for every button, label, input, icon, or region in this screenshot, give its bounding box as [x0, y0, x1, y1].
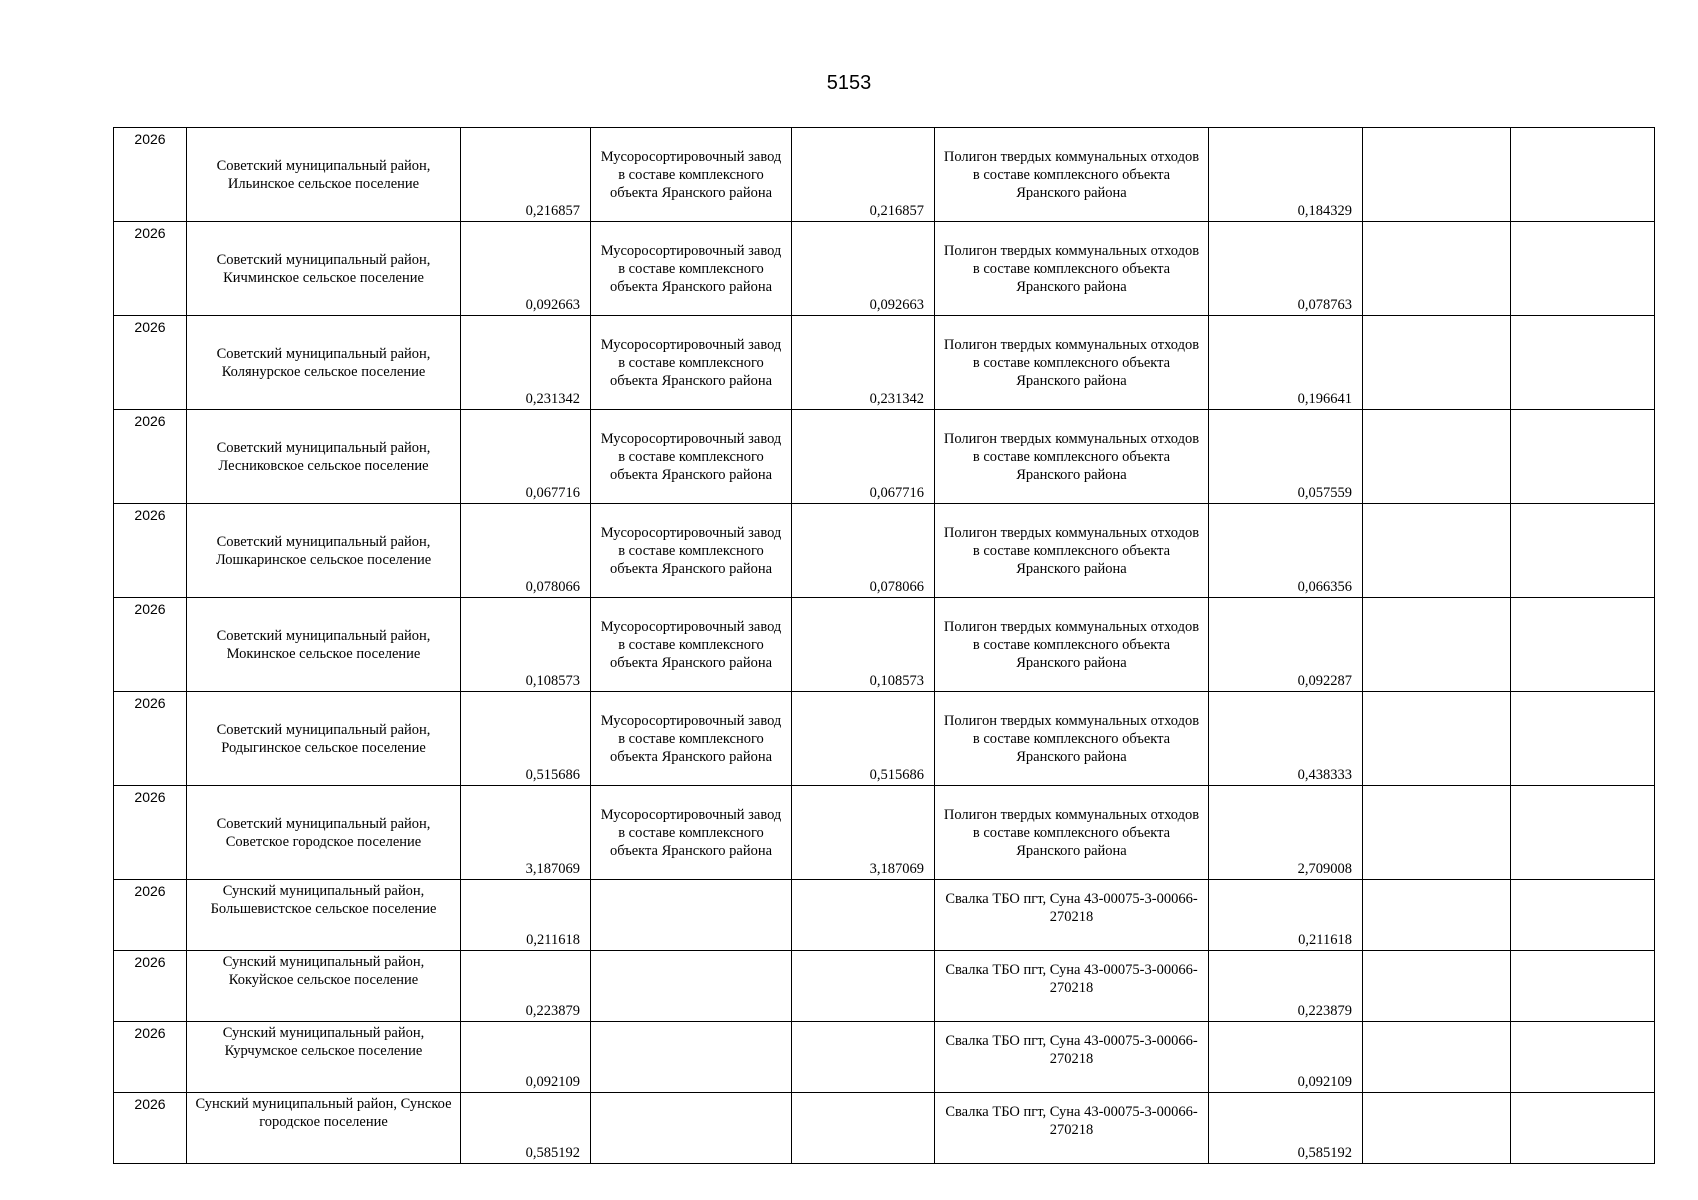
volume-source-cell: 0,092663 — [461, 222, 591, 316]
empty-cell — [1511, 128, 1655, 222]
municipality-cell: Советский муниципальный район, Лесниковское сельское поселение — [187, 410, 461, 504]
volume-processing-cell: 0,515686 — [792, 692, 935, 786]
municipality-cell: Сунский муниципальный район, Курчумское сельское поселение — [187, 1022, 461, 1093]
volume-processing-cell: 0,216857 — [792, 128, 935, 222]
disposal-facility-cell: Полигон твердых коммунальных отходов в составе комплексного объекта Яранского района — [935, 222, 1209, 316]
empty-cell — [1511, 316, 1655, 410]
year-cell: 2026 — [114, 1093, 187, 1164]
empty-cell — [1363, 222, 1511, 316]
empty-cell — [1363, 1022, 1511, 1093]
processing-facility-cell: Мусоросортировочный завод в составе комплексного объекта Яранского района — [591, 128, 792, 222]
page-number: 5153 — [826, 72, 872, 94]
table-row — [114, 880, 1655, 951]
processing-facility-cell — [591, 951, 792, 1022]
table-row — [114, 598, 1655, 692]
empty-cell — [1511, 598, 1655, 692]
disposal-facility-cell: Полигон твердых коммунальных отходов в составе комплексного объекта Яранского района — [935, 316, 1209, 410]
empty-cell — [1511, 786, 1655, 880]
year-cell: 2026 — [114, 951, 187, 1022]
disposal-facility-cell: Свалка ТБО пгт, Суна 43-00075-3-00066-270218 — [935, 951, 1209, 1022]
table-row — [114, 504, 1655, 598]
disposal-facility-cell: Свалка ТБО пгт, Суна 43-00075-3-00066-270218 — [935, 880, 1209, 951]
volume-processing-cell: 3,187069 — [792, 786, 935, 880]
disposal-facility-cell: Полигон твердых коммунальных отходов в составе комплексного объекта Яранского района — [935, 410, 1209, 504]
table-row — [114, 316, 1655, 410]
volume-disposal-cell: 0,211618 — [1209, 880, 1363, 951]
volume-disposal-cell: 0,585192 — [1209, 1093, 1363, 1164]
municipality-cell: Сунский муниципальный район, Кокуйское сельское поселение — [187, 951, 461, 1022]
table-row — [114, 692, 1655, 786]
volume-source-cell: 0,067716 — [461, 410, 591, 504]
volume-disposal-cell: 0,196641 — [1209, 316, 1363, 410]
volume-source-cell: 0,078066 — [461, 504, 591, 598]
processing-facility-cell — [591, 1093, 792, 1164]
municipality-cell: Советский муниципальный район, Ильинское сельское поселение — [187, 128, 461, 222]
year-cell: 2026 — [114, 786, 187, 880]
volume-source-cell: 0,223879 — [461, 951, 591, 1022]
disposal-facility-cell: Свалка ТБО пгт, Суна 43-00075-3-00066-270218 — [935, 1022, 1209, 1093]
year-cell: 2026 — [114, 410, 187, 504]
table-row — [114, 128, 1655, 222]
waste-flow-table — [113, 127, 1655, 1164]
municipality-cell: Советский муниципальный район, Кичминское сельское поселение — [187, 222, 461, 316]
disposal-facility-cell: Полигон твердых коммунальных отходов в составе комплексного объекта Яранского района — [935, 504, 1209, 598]
empty-cell — [1363, 1093, 1511, 1164]
volume-disposal-cell: 0,078763 — [1209, 222, 1363, 316]
empty-cell — [1363, 128, 1511, 222]
volume-disposal-cell: 0,438333 — [1209, 692, 1363, 786]
year-cell: 2026 — [114, 880, 187, 951]
disposal-facility-cell: Полигон твердых коммунальных отходов в составе комплексного объекта Яранского района — [935, 786, 1209, 880]
empty-cell — [1363, 504, 1511, 598]
volume-source-cell: 0,211618 — [461, 880, 591, 951]
volume-processing-cell: 0,078066 — [792, 504, 935, 598]
volume-source-cell: 0,231342 — [461, 316, 591, 410]
volume-processing-cell — [792, 1022, 935, 1093]
processing-facility-cell: Мусоросортировочный завод в составе комплексного объекта Яранского района — [591, 316, 792, 410]
empty-cell — [1511, 410, 1655, 504]
municipality-cell: Сунский муниципальный район, Сунское городское поселение — [187, 1093, 461, 1164]
volume-processing-cell: 0,231342 — [792, 316, 935, 410]
empty-cell — [1363, 880, 1511, 951]
empty-cell — [1511, 222, 1655, 316]
municipality-cell: Советский муниципальный район, Колянурское сельское поселение — [187, 316, 461, 410]
disposal-facility-cell: Свалка ТБО пгт, Суна 43-00075-3-00066-270218 — [935, 1093, 1209, 1164]
municipality-cell: Сунский муниципальный район, Большевистское сельское поселение — [187, 880, 461, 951]
table-row — [114, 786, 1655, 880]
empty-cell — [1511, 504, 1655, 598]
volume-processing-cell: 0,067716 — [792, 410, 935, 504]
municipality-cell: Советский муниципальный район, Советское городское поселение — [187, 786, 461, 880]
table-body — [114, 128, 1655, 1164]
volume-disposal-cell: 2,709008 — [1209, 786, 1363, 880]
empty-cell — [1363, 316, 1511, 410]
table-row — [114, 222, 1655, 316]
volume-source-cell: 0,585192 — [461, 1093, 591, 1164]
disposal-facility-cell: Полигон твердых коммунальных отходов в составе комплексного объекта Яранского района — [935, 128, 1209, 222]
empty-cell — [1363, 786, 1511, 880]
table-row — [114, 410, 1655, 504]
municipality-cell: Советский муниципальный район, Родыгинское сельское поселение — [187, 692, 461, 786]
volume-processing-cell: 0,092663 — [792, 222, 935, 316]
volume-disposal-cell: 0,092109 — [1209, 1022, 1363, 1093]
table-row — [114, 951, 1655, 1022]
processing-facility-cell — [591, 1022, 792, 1093]
volume-processing-cell — [792, 951, 935, 1022]
empty-cell — [1511, 1022, 1655, 1093]
empty-cell — [1363, 951, 1511, 1022]
volume-processing-cell: 0,108573 — [792, 598, 935, 692]
year-cell: 2026 — [114, 316, 187, 410]
processing-facility-cell: Мусоросортировочный завод в составе комплексного объекта Яранского района — [591, 598, 792, 692]
empty-cell — [1511, 880, 1655, 951]
volume-source-cell: 0,515686 — [461, 692, 591, 786]
empty-cell — [1363, 692, 1511, 786]
processing-facility-cell — [591, 880, 792, 951]
processing-facility-cell: Мусоросортировочный завод в составе комплексного объекта Яранского района — [591, 786, 792, 880]
processing-facility-cell: Мусоросортировочный завод в составе комплексного объекта Яранского района — [591, 410, 792, 504]
table-row — [114, 1022, 1655, 1093]
disposal-facility-cell: Полигон твердых коммунальных отходов в составе комплексного объекта Яранского района — [935, 598, 1209, 692]
volume-source-cell: 0,108573 — [461, 598, 591, 692]
volume-disposal-cell: 0,092287 — [1209, 598, 1363, 692]
year-cell: 2026 — [114, 692, 187, 786]
processing-facility-cell: Мусоросортировочный завод в составе комплексного объекта Яранского района — [591, 504, 792, 598]
year-cell: 2026 — [114, 504, 187, 598]
municipality-cell: Советский муниципальный район, Мокинское сельское поселение — [187, 598, 461, 692]
year-cell: 2026 — [114, 1022, 187, 1093]
empty-cell — [1363, 410, 1511, 504]
volume-source-cell: 0,216857 — [461, 128, 591, 222]
volume-source-cell: 3,187069 — [461, 786, 591, 880]
empty-cell — [1511, 1093, 1655, 1164]
processing-facility-cell: Мусоросортировочный завод в составе комплексного объекта Яранского района — [591, 692, 792, 786]
year-cell: 2026 — [114, 598, 187, 692]
volume-processing-cell — [792, 880, 935, 951]
year-cell: 2026 — [114, 128, 187, 222]
volume-disposal-cell: 0,223879 — [1209, 951, 1363, 1022]
disposal-facility-cell: Полигон твердых коммунальных отходов в составе комплексного объекта Яранского района — [935, 692, 1209, 786]
municipality-cell: Советский муниципальный район, Лошкаринское сельское поселение — [187, 504, 461, 598]
table-row — [114, 1093, 1655, 1164]
processing-facility-cell: Мусоросортировочный завод в составе комплексного объекта Яранского района — [591, 222, 792, 316]
year-cell: 2026 — [114, 222, 187, 316]
volume-disposal-cell: 0,066356 — [1209, 504, 1363, 598]
empty-cell — [1511, 951, 1655, 1022]
volume-source-cell: 0,092109 — [461, 1022, 591, 1093]
empty-cell — [1363, 598, 1511, 692]
volume-disposal-cell: 0,184329 — [1209, 128, 1363, 222]
volume-disposal-cell: 0,057559 — [1209, 410, 1363, 504]
volume-processing-cell — [792, 1093, 935, 1164]
empty-cell — [1511, 692, 1655, 786]
